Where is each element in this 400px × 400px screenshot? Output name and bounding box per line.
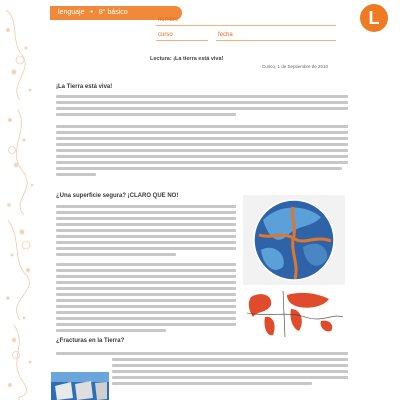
tab-separator: • [90, 9, 93, 16]
date-label: fecha [218, 32, 233, 38]
earth-crust-diagram [51, 372, 109, 400]
section-heading-2: ¿Una superficie segura? ¡CLARO QUE NO! [56, 193, 179, 199]
decorative-border [0, 0, 40, 400]
course-label: curso [158, 32, 173, 38]
document-title: Lectura: ¡La tierra está viva! [150, 56, 224, 62]
worksheet-header [42, 0, 400, 44]
subject-label: lenguaje [58, 9, 85, 16]
document-date: Curico, 1 de Septiembre de 2010 [262, 64, 329, 69]
date-field[interactable] [216, 40, 336, 41]
logo-icon: L [360, 4, 388, 32]
name-label: nombre [158, 17, 179, 23]
tectonic-plates-illustration [243, 195, 345, 285]
world-plates-map [243, 287, 345, 341]
course-field[interactable] [156, 40, 208, 41]
section-heading-3: ¿Fracturas en la Tierra? [56, 338, 125, 344]
section-heading-1: ¡La Tierra está viva! [56, 84, 113, 90]
name-field[interactable] [156, 25, 336, 26]
level-label: 8° básico [98, 9, 128, 16]
